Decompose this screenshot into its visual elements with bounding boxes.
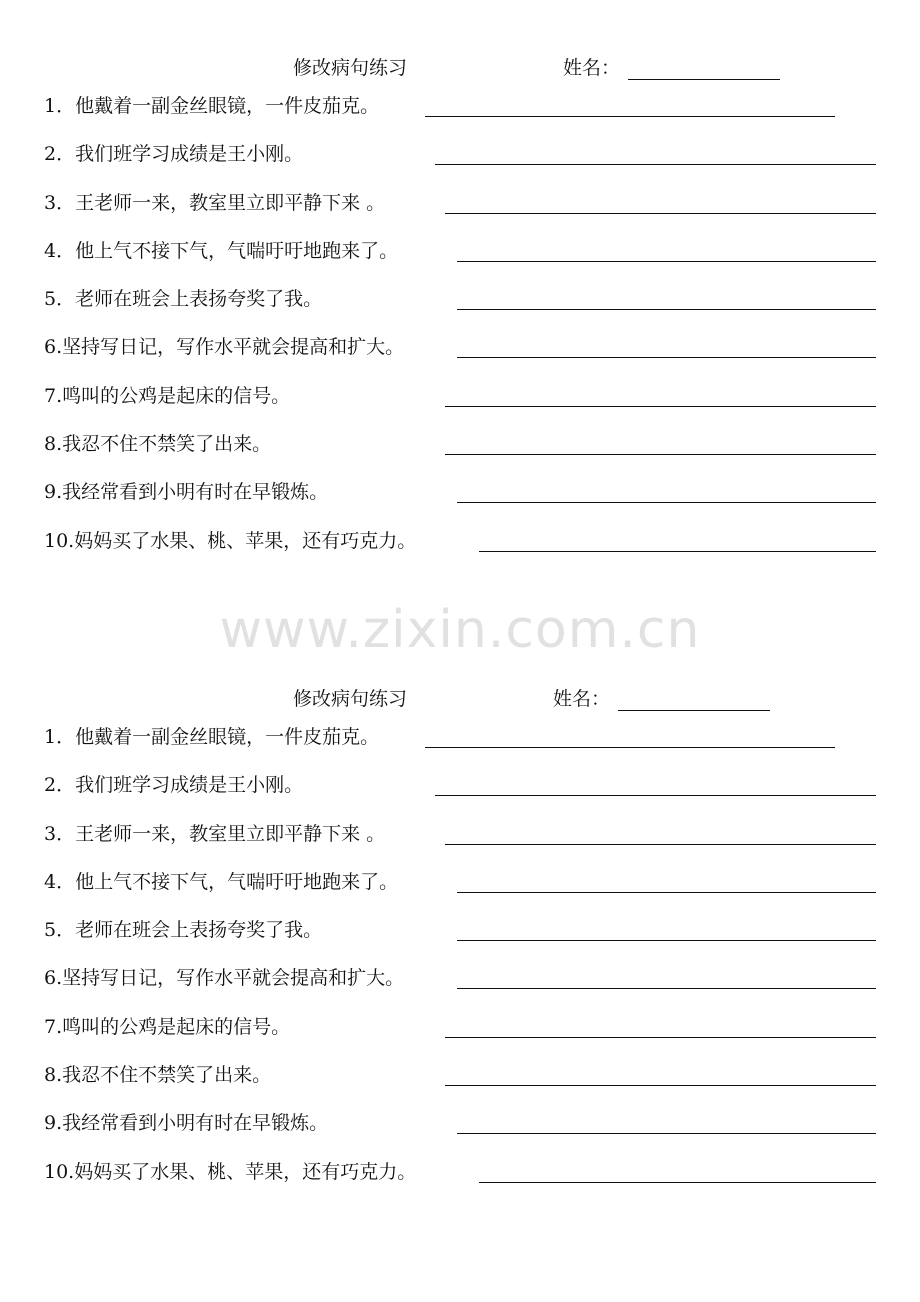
exercise-item [0,1057,920,1105]
answer-line[interactable] [457,1133,876,1134]
exercise-sentence: 10.妈妈买了水果、桃、苹果，还有巧克力。 [44,529,417,552]
exercise-sentence: 1．他戴着一副金丝眼镜，一件皮茄克。 [44,95,380,117]
exercise-item [0,426,920,474]
exercise-item [0,1154,920,1202]
exercise-sentence: 9.我经常看到小明有时在早锻炼。 [44,481,329,504]
exercise-sentence: 5．老师在班会上表扬夸奖了我。 [44,288,323,311]
worksheet-title: 修改病句练习 [293,57,408,79]
answer-line[interactable] [425,747,835,748]
answer-line[interactable] [445,454,876,455]
exercise-item [0,281,920,329]
exercise-item [0,136,920,184]
answer-line[interactable] [457,502,876,503]
exercise-sentence: 3．王老师一来，教室里立即平静下来 。 [44,191,386,214]
exercise-item [0,912,920,960]
watermark: www.zixin.com.cn [219,600,701,660]
exercise-sentence: 2．我们班学习成绩是王小刚。 [44,143,304,166]
answer-line[interactable] [445,1037,876,1038]
exercise-sentence: 6.坚持写日记，写作水平就会提高和扩大。 [44,967,405,990]
exercise-sentence: 8.我忍不住不禁笑了出来。 [44,433,272,456]
answer-line[interactable] [457,309,876,310]
answer-line[interactable] [479,1182,876,1183]
exercise-item [0,474,920,522]
exercise-sentence: 4．他上气不接下气，气喘吁吁地跑来了。 [44,870,399,893]
exercise-sentence: 9.我经常看到小明有时在早锻炼。 [44,1112,329,1135]
name-label: 姓名： [563,57,621,79]
exercise-item [0,523,920,571]
exercise-item [0,719,920,767]
exercise-sentence: 7.鸣叫的公鸡是起床的信号。 [44,384,291,407]
exercise-sentence: 10.妈妈买了水果、桃、苹果，还有巧克力。 [44,1160,417,1183]
name-field-line[interactable] [618,710,770,711]
exercise-sentence: 6.坚持写日记，写作水平就会提高和扩大。 [44,336,405,359]
answer-line[interactable] [445,406,876,407]
exercise-sentence: 7.鸣叫的公鸡是起床的信号。 [44,1015,291,1038]
answer-line[interactable] [457,892,876,893]
answer-line[interactable] [457,261,876,262]
exercise-item [0,329,920,377]
exercise-sentence: 2．我们班学习成绩是王小刚。 [44,774,304,797]
exercise-item [0,1009,920,1057]
answer-line[interactable] [457,940,876,941]
exercise-item [0,816,920,864]
answer-line[interactable] [445,1085,876,1086]
exercise-item [0,767,920,815]
exercise-item [0,88,920,136]
header-row [0,52,920,88]
exercise-sentence: 1．他戴着一副金丝眼镜，一件皮茄克。 [44,726,380,748]
answer-line[interactable] [445,844,876,845]
exercise-item [0,378,920,426]
answer-line[interactable] [445,213,876,214]
exercise-item [0,185,920,233]
answer-line[interactable] [435,164,876,165]
exercise-sentence: 8.我忍不住不禁笑了出来。 [44,1064,272,1087]
exercise-item [0,233,920,281]
exercise-item [0,1105,920,1153]
exercise-item [0,960,920,1008]
exercise-sentence: 5．老师在班会上表扬夸奖了我。 [44,919,323,942]
answer-line[interactable] [457,357,876,358]
answer-line[interactable] [425,116,835,117]
answer-line[interactable] [457,988,876,989]
answer-line[interactable] [479,551,876,552]
worksheet-title: 修改病句练习 [293,688,408,710]
worksheet-1 [0,52,920,571]
exercise-sentence: 4．他上气不接下气，气喘吁吁地跑来了。 [44,239,399,262]
header-row [0,683,920,719]
name-field-line[interactable] [628,79,780,80]
worksheet-2 [0,683,920,1202]
answer-line[interactable] [435,795,876,796]
exercise-sentence: 3．王老师一来，教室里立即平静下来 。 [44,822,386,845]
exercise-item [0,864,920,912]
name-label: 姓名： [553,688,611,710]
